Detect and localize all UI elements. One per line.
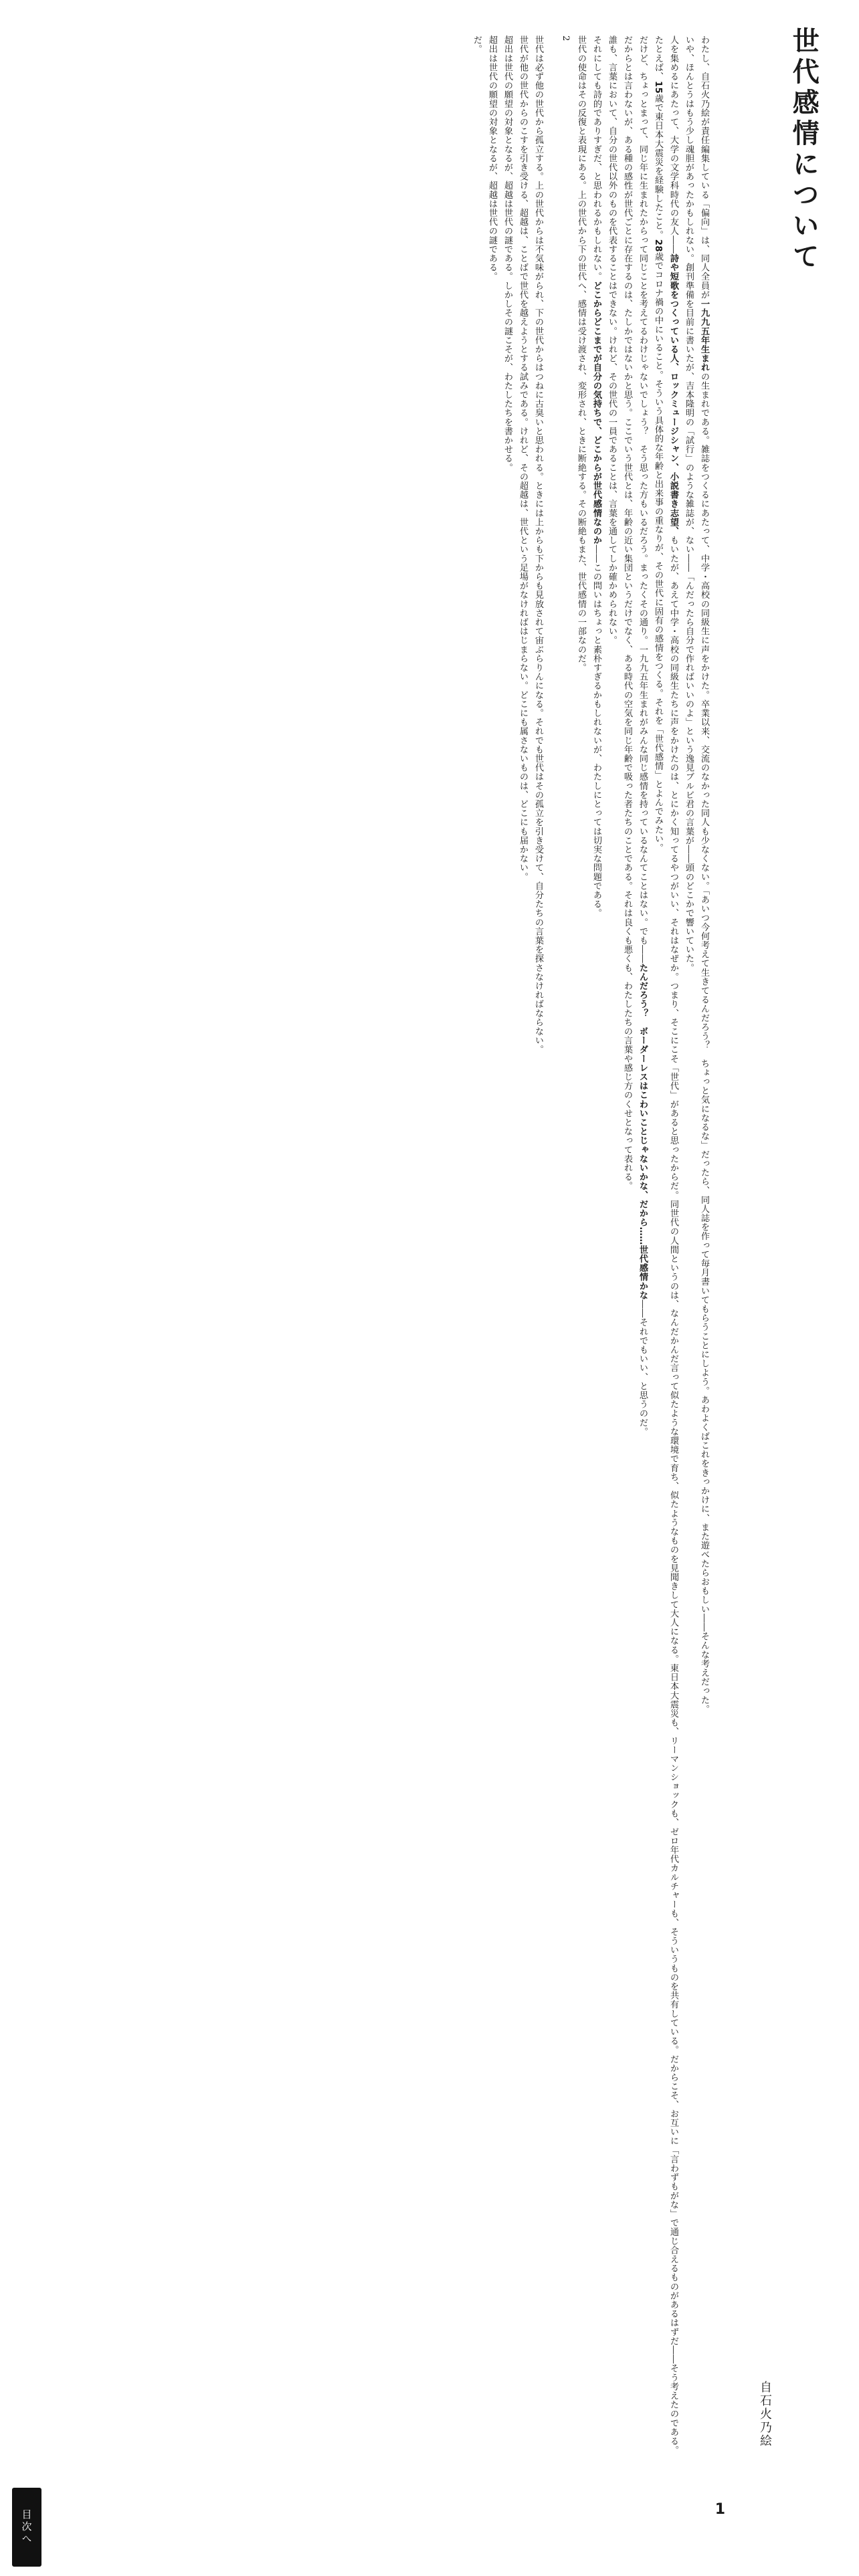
paragraph: だ。	[472, 35, 482, 54]
text-run: ――この問いはちょっと素朴すぎるかもしれないが、わたしにとっては切実な問題である。	[591, 544, 601, 918]
emphasis-text: たんだろう？ ボーダーレスはこわいことじゃないかな、だから……世代感情かな	[638, 963, 648, 1300]
article-body	[83, 27, 712, 2501]
paragraph: 世代が他の世代からのこすを引き受ける、超越は、ことばで世代を越えようとする試みである。けれど、その超越は、世代という足場がなければはじまらない。どこにも属さないものは、どこにも届かない。	[518, 35, 528, 881]
number-text: 28	[653, 239, 663, 253]
author-name: 自石火乃絵	[758, 2381, 772, 2448]
text-run: ――それでもいい、と思うのだ。	[638, 1299, 648, 1436]
paragraph: 世代の使命はその反復と表現にある。上の世代から下の世代へ、感情は受け渡され、変形され、ときに断絶する。その断絶もまた、世代感情の一部なのだ。	[576, 35, 586, 673]
table-of-contents-button[interactable]: 目次へ	[12, 2488, 41, 2567]
emphasis-text: 一九九五年生まれ	[699, 299, 709, 372]
text-run: それにしても詩的でありすぎだ、と思われるかもしれない。	[591, 35, 601, 282]
text-run: わたし、自石火乃絵が責任編集している「偏向」は、同人全員が	[699, 35, 709, 300]
paragraph	[635, 27, 650, 2501]
author-block	[756, 2381, 773, 2448]
emphasis-text: どこからどこまでが自分の気持ちで、どこからが世代感情なのか	[591, 281, 601, 545]
emphasis-text: 詩や短歌をつくっている人、ロックミュージシャン、小説書き志望、	[668, 253, 678, 536]
text-run: 歳で東日本大震災を経験したこと。	[653, 94, 663, 239]
paragraph: 世代は必ず他の世代から孤立する。上の世代からは不気味がられ、下の世代からはつねに古臭いと思われる。ときには上からも下からも見放されて宙ぶらりんになる。それでも世代はその孤立を引き受けて、自分たちの言葉を探さなければならない。	[533, 35, 543, 1055]
paragraph	[589, 27, 604, 2501]
text-run: たとえば、	[653, 35, 663, 82]
text-run: 人を集めるにあたって、大学の文学科時代の友人――	[668, 35, 678, 254]
paragraph	[650, 27, 666, 2501]
text-run: だけど、ちょっとまって、同じ年に生まれたからって同じことを考えてるわけじゃないでしょう？ そう思った方もいるだろう。まったくその通り。一九九五年生まれがみんな同じ感情を持っているなんてことはない。でも――	[638, 35, 648, 964]
paragraph: 超出は世代の願望の対象となるが、超越は世代の謎である。	[487, 35, 497, 282]
text-run: もいたが、あえて中学・高校の同級生たちに声をかけたのは、とにかく知ってるやつがいい、それはなぜか。つまり、そこにこそ「世代」があると思ったからだ。同世代の人間というのは、なんだかんだ言って似たような環境で育ち、似たようなものを見聞きして大人になる。東日本大震災も、リーマンショックも、ゼロ年代カルチャーも、そういうものを共有している。だからこそ、お互いに「言わずもがな」で通じ合えるものがあるはずだ――そう考えたのである。	[668, 536, 678, 2455]
text-run: 歳でコロナ禍の中にいること。そういう具体的な年齢と出来事の重なりが、その世代に固有の感情をつくる。それを「世代感情」とよんでみたい。	[653, 252, 663, 853]
text-run: の生まれである。雑誌をつくるにあたって、中学・高校の同級生に声をかけた。卒業以来、交流のなかった同人も少なくない。「あいつ今何考えて生きてるんだろう？ ちょっと気になるな」だったら、同人誌を作って毎月書いてもらうことにしよう。あわよくばこれをきっかけに、また遊べたらおもしい――そんな考えだった。	[699, 372, 709, 1714]
section-marker: 2	[561, 35, 571, 41]
paragraph: だからとは言わないが、ある種の感性が世代ごとに存在するのは、たしかではないかと思う。ここでいう世代とは、年齢の近い集団というだけでなく、ある時代の空気を同じ年齢で吸った者たちのことである。それは良くも悪くも、わたしたちの言葉や感じ方のくせとなって表れる。	[622, 35, 632, 1191]
paragraph	[666, 27, 681, 2501]
document-title: 世代感情について	[788, 27, 820, 273]
page-number: 1	[714, 2501, 725, 2518]
paragraph: 誰も、言葉において、自分の世代以外のものを代表することはできない。けれど、その世代の一員であることは、言葉を通してしか確かめられない。	[607, 35, 617, 645]
paragraph: いや、ほんとうはもう少し魂胆があったかもしれない。創刊準備を目前に書いたが、吉本隆明の「試行」のような雑誌が、ない――「んだったら自分で作ればいいのよ」という逸見ブルビ君の言葉が――頭のどこかで響いていた。	[684, 35, 694, 972]
paragraph	[696, 27, 712, 2501]
paragraph: 超出は世代の願望の対象となるが、超越は世代の謎である。しかしその謎こそが、わたしたちを書かせる。	[502, 35, 512, 472]
number-text: 15	[653, 81, 663, 94]
